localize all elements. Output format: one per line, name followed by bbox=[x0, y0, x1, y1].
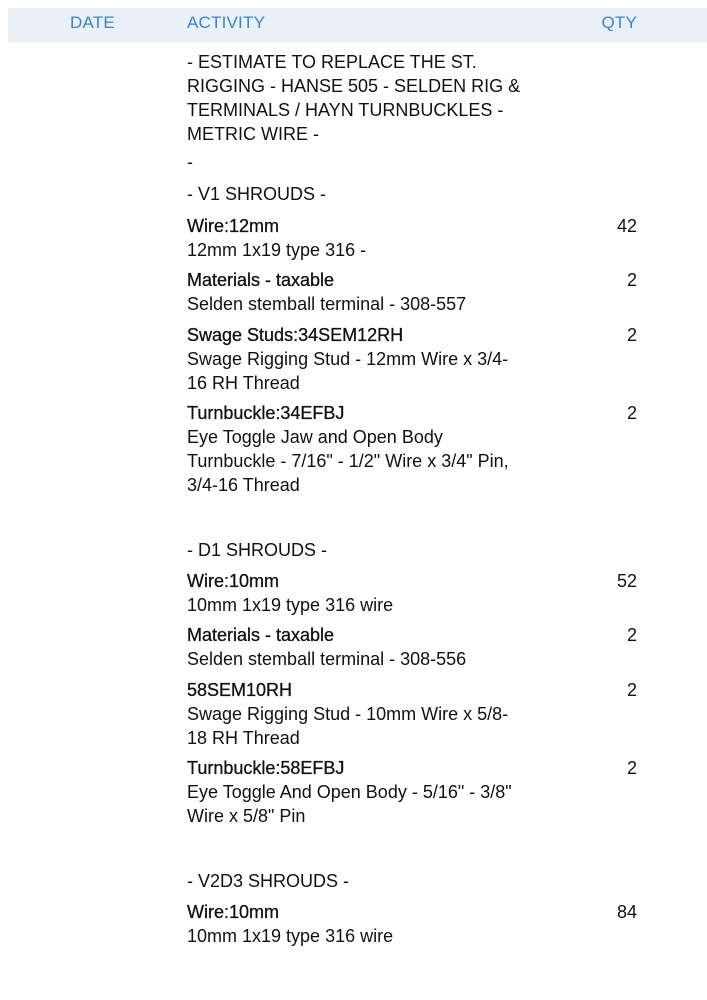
line-item bbox=[187, 323, 637, 395]
item-qty: 84 bbox=[616, 902, 637, 922]
item-description: Selden stemball terminal - 308-556 bbox=[187, 649, 467, 669]
item-description: Swage Rigging Stud - 10mm Wire x 5/8-18 RH Thread bbox=[187, 704, 509, 748]
activity-column-header: ACTIVITY bbox=[187, 13, 266, 32]
line-item bbox=[187, 401, 637, 497]
item-qty: 2 bbox=[626, 270, 637, 290]
item-qty: 2 bbox=[626, 625, 637, 645]
section-title-v1: - V1 SHROUDS - bbox=[187, 184, 327, 204]
item-qty: 2 bbox=[626, 325, 637, 345]
item-description: Swage Rigging Stud - 12mm Wire x 3/4-16 RH Thread bbox=[187, 349, 509, 393]
item-description: 12mm 1x19 type 316 - bbox=[187, 240, 367, 260]
item-name: Wire:10mm bbox=[187, 571, 280, 591]
line-item bbox=[187, 214, 637, 262]
item-description: 10mm 1x19 type 316 wire bbox=[187, 595, 394, 615]
item-qty: 52 bbox=[616, 571, 637, 591]
item-name: Materials - taxable bbox=[187, 625, 335, 645]
line-item bbox=[187, 623, 637, 671]
item-qty: 2 bbox=[626, 403, 637, 423]
line-item bbox=[187, 569, 637, 617]
table-header bbox=[8, 8, 707, 42]
intro-dash: - bbox=[187, 152, 193, 172]
section-title-v2d3: - V2D3 SHROUDS - bbox=[187, 871, 350, 891]
item-name: Swage Studs:34SEM12RH bbox=[187, 325, 404, 345]
line-item bbox=[187, 678, 637, 750]
item-name: Wire:12mm bbox=[187, 216, 280, 236]
line-item bbox=[187, 756, 637, 828]
item-qty: 2 bbox=[626, 758, 637, 778]
item-description: 10mm 1x19 type 316 wire bbox=[187, 926, 394, 946]
section-title-d1: - D1 SHROUDS - bbox=[187, 540, 328, 560]
item-name: Turnbuckle:34EFBJ bbox=[187, 403, 345, 423]
item-name: 58SEM10RH bbox=[187, 680, 293, 700]
item-name: Wire:10mm bbox=[187, 902, 280, 922]
item-description: Selden stemball terminal - 308-557 bbox=[187, 294, 467, 314]
qty-column-header: QTY bbox=[601, 13, 637, 32]
item-description: Eye Toggle Jaw and Open Body Turnbuckle - 7/16" - 1/2" Wire x 3/4" Pin, 3/4-16 Thread bbox=[187, 427, 509, 495]
item-name: Turnbuckle:58EFBJ bbox=[187, 758, 345, 778]
date-column-header: DATE bbox=[70, 13, 115, 32]
item-qty: 42 bbox=[616, 216, 637, 236]
estimate-intro bbox=[187, 50, 527, 174]
intro-text: - ESTIMATE TO REPLACE THE ST. RIGGING - HANSE 505 - SELDEN RIG & TERMINALS / HAYN TURNBUCKLES - METRIC WIRE - bbox=[187, 52, 521, 144]
item-qty: 2 bbox=[626, 680, 637, 700]
item-description: Eye Toggle And Open Body - 5/16" - 3/8" Wire x 5/8" Pin bbox=[187, 782, 512, 826]
line-item bbox=[187, 268, 637, 316]
line-item bbox=[187, 900, 637, 948]
item-name: Materials - taxable bbox=[187, 270, 335, 290]
